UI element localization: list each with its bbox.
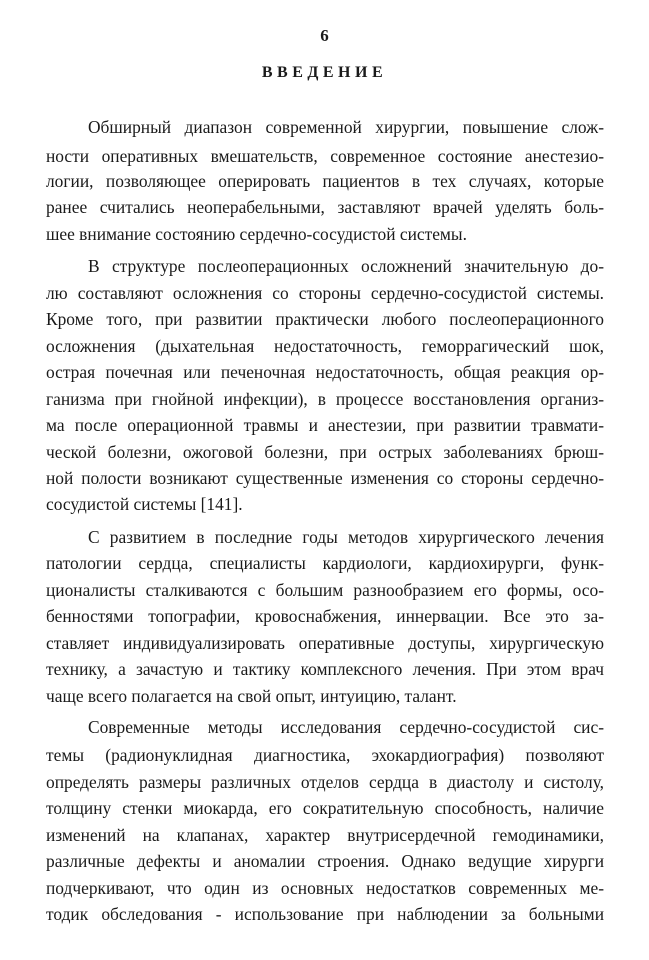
paragraph-2-line-3: Кроме того, при развитии практически любого послеоперационного: [46, 309, 604, 329]
paragraph-4-line-7: подчеркивают, что один из основных недостатков современных ме-: [46, 878, 604, 898]
paragraph-4-line-1: Современные методы исследования сердечно-сосудистой сис-: [88, 717, 604, 737]
page-number: 6: [320, 26, 329, 45]
paragraph-1-line-3: логии, позволяющее оперировать пациентов в тех случаях, которые: [46, 171, 604, 191]
section-heading: ВВЕДЕНИЕ: [261, 64, 388, 81]
paragraph-1-line-1: Обширный диапазон современной хирургии, повышение слож-: [88, 117, 604, 137]
paragraph-2-line-7: ма после операционной травмы и анестезии, при развитии травмати-: [46, 415, 604, 435]
paragraph-3-line-4: бенностями топографии, кровоснабжения, иннервации. Все это за-: [46, 606, 604, 626]
paragraph-4-line-3: определять размеры различных отделов сердца в диастолу и систолу,: [46, 772, 604, 792]
paragraph-2-line-8: ческой болезни, ожоговой болезни, при острых заболеваниях брюш-: [46, 442, 604, 462]
paragraph-3-line-2: патологии сердца, специалисты кардиологи, кардиохирурги, функ-: [46, 553, 604, 573]
paragraph-2-line-5: острая почечная или печеночная недостаточность, общая реакция ор-: [46, 362, 604, 382]
paragraph-2-line-2: лю составляют осложнения со стороны сердечно-сосудистой системы.: [46, 283, 604, 303]
paragraph-3-line-6: технику, а зачастую и тактику комплексного лечения. При этом врач: [46, 659, 604, 679]
paragraph-4-line-5: изменений на клапанах, характер внутрисердечной гемодинамики,: [46, 825, 604, 845]
paragraph-1-line-4: ранее считались неоперабельными, заставляют врачей уделять боль-: [46, 197, 604, 217]
paragraph-2-line-10: сосудистой системы [141].: [46, 494, 243, 514]
paragraph-2-line-6: ганизма при гнойной инфекции), в процессе восстановления организ-: [46, 389, 604, 409]
paragraph-2-line-9: ной полости возникают существенные изменения со стороны сердечно-: [46, 468, 604, 488]
paragraph-2-line-4: осложнения (дыхательная недостаточность, геморрагический шок,: [46, 336, 604, 356]
paragraph-3-line-7: чаще всего полагается на свой опыт, интуицию, талант.: [46, 686, 457, 706]
paragraph-3-line-1: С развитием в последние годы методов хирургического лечения: [88, 527, 604, 547]
paragraph-1-line-5: шее внимание состоянию сердечно-сосудистой системы.: [46, 224, 467, 244]
paragraph-4-line-2: темы (радионуклидная диагностика, эхокардиография) позволяют: [46, 745, 604, 765]
paragraph-4-line-8: тодик обследования - использование при наблюдении за больными: [46, 904, 604, 924]
paragraph-1-line-2: ности оперативных вмешательств, современное состояние анестезио-: [46, 146, 604, 166]
paragraph-2-line-1: В структуре послеоперационных осложнений значительную до-: [88, 256, 604, 276]
paragraph-3-line-3: ционалисты сталкиваются с большим разнообразием его формы, осо-: [46, 580, 604, 600]
paragraph-4-line-4: толщину стенки миокарда, его сократительную способность, наличие: [46, 798, 604, 818]
paragraph-4-line-6: различные дефекты и аномалии строения. Однако ведущие хирурги: [46, 851, 604, 871]
paragraph-3-line-5: ставляет индивидуализировать оперативные доступы, хирургическую: [46, 633, 604, 653]
